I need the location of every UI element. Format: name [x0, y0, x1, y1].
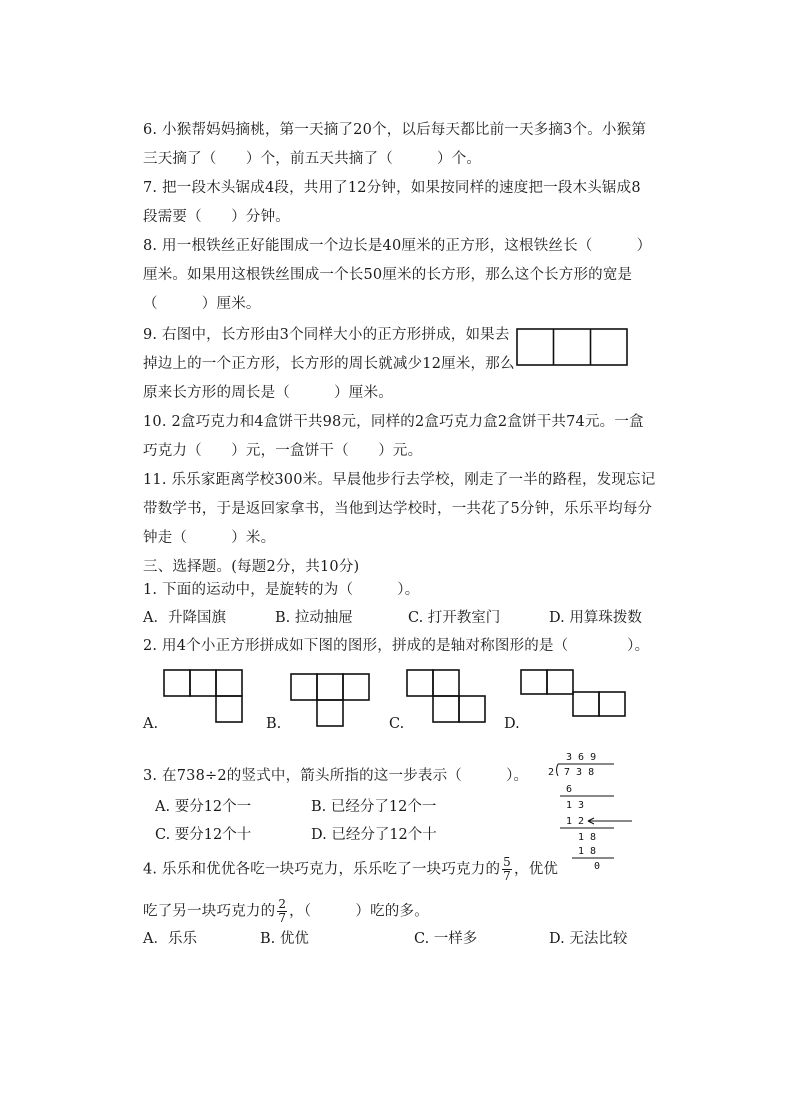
c4-question-line-2	[143, 898, 429, 925]
q9-line-3: 原来长方形的周长是（ ）厘米。	[143, 385, 393, 401]
c1-option-d: D. 用算珠拨数	[549, 610, 642, 626]
q11-line-3: 钟走（ ）米。	[143, 530, 276, 546]
c3-long-division	[544, 748, 636, 872]
c3-option-a: A. 要分12个一	[155, 799, 252, 815]
division-step-3: 1 2	[566, 816, 585, 827]
q6-line-1: 6. 小猴帮妈妈摘桃，第一天摘了20个，以后每天都比前一天多摘3个。小猴第	[143, 122, 647, 138]
c3-option-d: D. 已经分了12个十	[311, 827, 437, 843]
c1-option-a: A．升降国旗	[143, 610, 226, 626]
c4-option-d: D. 无法比较	[549, 931, 628, 947]
q11-line-2: 带数学书，于是返回家拿书，当他到达学校时，一共花了5分钟，乐乐平均每分	[143, 501, 653, 517]
q10-line-1: 10. 2盒巧克力和4盒饼干共98元，同样的2盒巧克力盒2盒饼干共74元。一盒	[143, 414, 644, 430]
division-quotient: 3 6 9	[566, 752, 597, 763]
q10-line-2: 巧克力（ ）元，一盒饼干（ ）元。	[143, 443, 423, 459]
q6-line-2: 三天摘了（ ）个，前五天共摘了（ ）个。	[143, 151, 482, 167]
division-remainder: 0	[594, 861, 601, 872]
c2-option-d-label: D.	[504, 716, 520, 732]
c2-question: 2. 用4个小正方形拼成如下图的图形，拼成的是轴对称图形的是（ ）。	[143, 638, 650, 654]
c2-option-c-label: C.	[389, 716, 405, 732]
c4-option-a: A．乐乐	[143, 931, 197, 947]
c4-option-c: C. 一样多	[414, 931, 478, 947]
c2-figure-c	[405, 668, 487, 724]
q9-line-2: 掉边上的一个正方形，长方形的周长就减少12厘米，那么	[143, 356, 515, 372]
q9-rectangle-figure	[514, 326, 630, 368]
c4-line2-post: ，（ ）吃的多。	[289, 903, 429, 920]
c2-figure-a	[162, 668, 244, 724]
c3-option-b: B. 已经分了12个一	[311, 799, 437, 815]
division-dividend: 7 3 8	[564, 767, 595, 778]
q7-line-2: 段需要（ ）分钟。	[143, 209, 290, 225]
q11-line-1: 11. 乐乐家距离学校300米。早晨他步行去学校，刚走了一半的路程，发现忘记	[143, 472, 656, 488]
c4-fraction-1: $\frac{5}{7}$	[503, 855, 511, 883]
c4-fraction-2: $\frac{2}{7}$	[278, 897, 287, 925]
c2-figure-b	[289, 672, 371, 728]
c3-option-c: C. 要分12个十	[155, 827, 252, 843]
q8-line-2: 厘米。如果用这根铁丝围成一个长50厘米的长方形，那么这个长方形的宽是	[143, 267, 633, 283]
q8-line-3: （ ）厘米。	[143, 296, 261, 312]
c2-figure-d	[519, 668, 629, 720]
c3-question: 3. 在738÷2的竖式中，箭头所指的这一步表示（ ）。	[143, 768, 529, 784]
q7-line-1: 7. 把一段木头锯成4段，共用了12分钟，如果按同样的速度把一段木头锯成8	[143, 180, 641, 196]
division-step-5: 1 8	[578, 846, 597, 857]
division-divisor: 2	[548, 767, 555, 778]
c2-option-b-label: B.	[266, 716, 282, 732]
c4-text-pre: 4. 乐乐和优优各吃一块巧克力，乐乐吃了一块巧克力的	[143, 861, 501, 878]
section-3-heading: 三、选择题。(每题2分，共10分)	[143, 559, 360, 575]
c1-option-c: C. 打开教室门	[408, 610, 501, 626]
c1-option-b: B. 拉动抽屉	[275, 610, 353, 626]
c1-question: 1. 下面的运动中，是旋转的为（ ）。	[143, 582, 420, 598]
c4-option-b: B. 优优	[260, 931, 309, 947]
c4-text-post: ，优优	[514, 861, 559, 878]
division-step-4: 1 8	[578, 832, 597, 843]
q9-line-1: 9. 右图中，长方形由3个同样大小的正方形拼成，如果去	[143, 327, 510, 343]
c2-option-a-label: A.	[143, 716, 159, 732]
c4-line2-pre: 吃了另一块巧克力的	[143, 903, 276, 920]
q8-line-1: 8. 用一根铁丝正好能围成一个边长是40厘米的正方形，这根铁丝长（ ）	[143, 238, 652, 254]
division-step-2: 1 3	[566, 800, 585, 811]
c4-question-line-1	[143, 856, 558, 883]
division-step-1: 6	[566, 784, 573, 795]
